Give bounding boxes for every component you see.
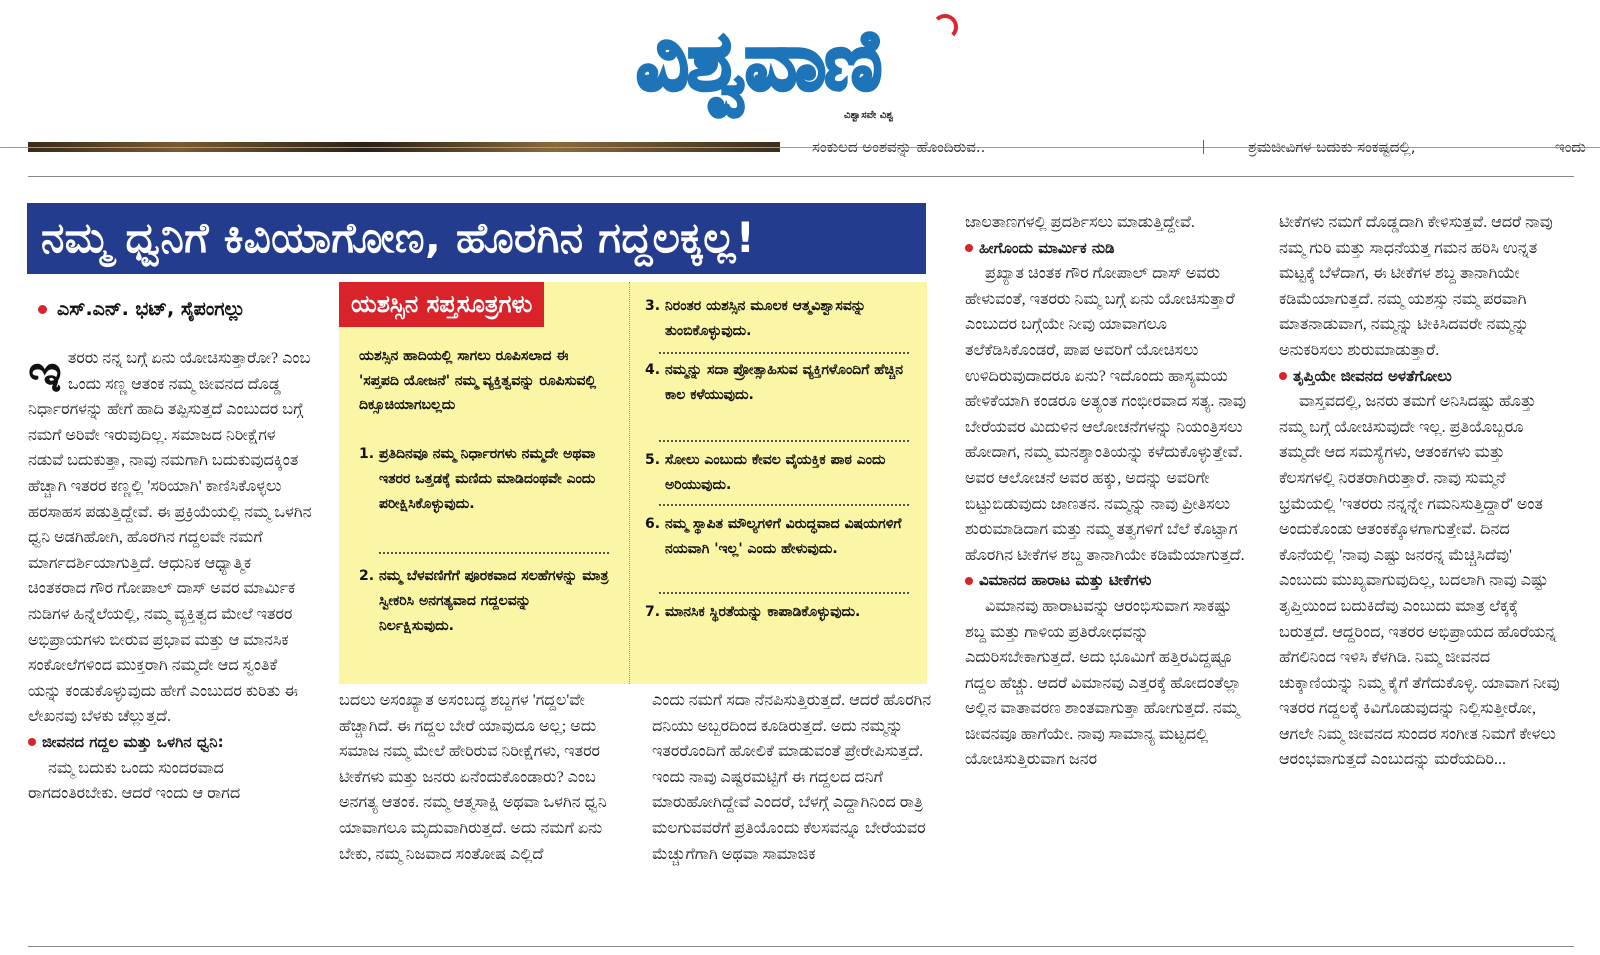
tip-item <box>645 600 905 625</box>
tip-item <box>645 358 905 408</box>
paragraph: ನಮ್ಮ ಬದುಕು ಒಂದು ಸುಂದರವಾದ ರಾಗದಂತಿರಬೇಕು. ಆದರೆ ಇಂದು ಆ ರಾಗದ <box>28 759 241 803</box>
paragraph: ಬದಲು ಅಸಂಖ್ಯಾತ ಅಸಂಬದ್ಧ ಶಬ್ದಗಳ 'ಗದ್ದಲ'ವೇ ಹೆಚ್ಚಾಗಿದೆ. ಈ ಗದ್ದಲ ಬೇರೆ ಯಾವುದೂ ಅಲ್ಲ; ಅದು ಸಮಾಜ ನಮ್ಮ ಮೇಲೆ ಹೇರಿರುವ ನಿರೀಕ್ಷೆಗಳು, ಇತರರ ಟೀಕೆಗಳು ಮತ್ತು ಜನರು ಏನೆಂದುಕೊಂಡಾರು? ಎಂಬ ಅನಗತ್ಯ ಆತಂಕ. ನಮ್ಮ ಆತ್ಮಸಾಕ್ಷಿ ಅಥವಾ ಒಳಗಿನ ಧ್ವನಿ ಯಾವಾಗಲೂ ಮೃದುವಾಗಿರುತ್ತದೆ. ಅದು ನಮಗೆ ಏನು ಬೇಕು, ನಮ್ಮ ನಿಜವಾದ ಸಂತೋಷ ಎಲ್ಲಿದೆ <box>339 692 607 863</box>
tip-item <box>645 294 905 344</box>
article-column-1 <box>28 346 312 807</box>
tip-text: ಮಾನಸಿಕ ಸ್ಥಿರತೆಯನ್ನು ಕಾಪಾಡಿಕೊಳ್ಳುವುದು. <box>665 604 861 620</box>
byline <box>38 298 245 320</box>
paragraph: ಎಂದು ನಮಗೆ ಸದಾ ನೆನಪಿಸುತ್ತಿರುತ್ತದೆ. ಆದರೆ ಹೊರಗಿನ ದನಿಯು ಅಬ್ಬರದಿಂದ ಕೂಡಿರುತ್ತದೆ. ಅದು ನಮ್ಮನ್ನು ಇತರರೊಂದಿಗೆ ಹೋಲಿಕೆ ಮಾಡುವಂತೆ ಪ್ರೇರೇಪಿಸುತ್ತದೆ. ಇಂದು ನಾವು ಎಷ್ಟರಮಟ್ಟಿಗೆ ಈ ಗದ್ದಲದ ದನಿಗೆ ಮಾರುಹೋಗಿದ್ದೇವೆ ಎಂದರೆ, ಬೆಳಗ್ಗೆ ಎದ್ದಾಗಿನಿಂದ ರಾತ್ರಿ ಮಲಗುವವರೆಗೆ ಪ್ರತಿಯೊಂದು ಕೆಲಸವನ್ನೂ ಬೇರೆಯವರ ಮೆಚ್ಚುಗೆಗಾಗಿ ಅಥವಾ ಸಾಮಾಜಿಕ <box>652 692 932 863</box>
subheading <box>965 236 1249 262</box>
tip-item <box>645 512 905 562</box>
subheading-text: ಹೀಗೊಂದು ಮಾರ್ಮಿಕ ನುಡಿ <box>979 238 1115 257</box>
bullet-icon <box>965 577 973 585</box>
top-rule <box>28 176 1574 177</box>
paragraph: ಟೀಕೆಗಳು ನಮಗೆ ದೊಡ್ಡದಾಗಿ ಕೇಳಿಸುತ್ತವೆ. ಆದರೆ ನಾವು ನಮ್ಮ ಗುರಿ ಮತ್ತು ಸಾಧನೆಯತ್ತ ಗಮನ ಹರಿಸಿ ಉನ್ನತ ಮಟ್ಟಕ್ಕೆ ಬೆಳೆದಾಗ, ಈ ಟೀಕೆಗಳ ಶಬ್ದ ತಾನಾಗಿಯೇ ಕಡಿಮೆಯಾಗುತ್ತದೆ. ನಮ್ಮ ಯಶಸ್ಸು ನಮ್ಮ ಪರವಾಗಿ ಮಾತನಾಡುವಾಗ, ನಮ್ಮನ್ನು ಟೀಕಿಸಿದವರೇ ನಮ್ಮನ್ನು ಅನುಕರಿಸಲು ಶುರುಮಾಡುತ್ತಾರೆ. <box>1279 214 1553 359</box>
box-title: ಯಶಸ್ಸಿನ ಸಪ್ತಸೂತ್ರಗಳು <box>339 282 544 327</box>
paragraph-text: ತರರು ನನ್ನ ಬಗ್ಗೆ ಏನು ಯೋಚಿಸುತ್ತಾರೋ? ಎಂಬ ಒಂದು ಸಣ್ಣ ಆತಂಕ ನಮ್ಮ ಜೀವನದ ದೊಡ್ಡ ನಿರ್ಧಾರಗಳನ್ನು ಹೇಗೆ ಹಾದಿ ತಪ್ಪಿಸುತ್ತದೆ ಎಂಬುದರ ಬಗ್ಗೆ ನಮಗೆ ಅರಿವೇ ಇರುವುದಿಲ್ಲ. ಸಮಾಜದ ನಿರೀಕ್ಷೆಗಳ ನಡುವೆ ಬದುಕುತ್ತಾ, ನಾವು ನಮಗಾಗಿ ಬದುಕುವುದಕ್ಕಿಂತ ಹೆಚ್ಚಾಗಿ ಇತರರ ಕಣ್ಣಲ್ಲಿ 'ಸರಿಯಾಗಿ' ಕಾಣಿಸಿಕೊಳ್ಳಲು ಹರಸಾಹಸ ಪಡುತ್ತಿದ್ದೇವೆ. ಈ ಪ್ರಕ್ರಿಯೆಯಲ್ಲಿ ನಮ್ಮ ಒಳಗಿನ ಧ್ವನಿ ಅಡಗಿಹೋಗಿ, ಹೊರಗಿನ ಗದ್ದಲವೇ ನಮಗೆ ಮಾರ್ಗದರ್ಶಿಯಾಗುತ್ತಿದೆ. ಆಧುನಿಕ ಆಧ್ಯಾತ್ಮಿಕ ಚಿಂತಕರಾದ ಗೌರ ಗೋಪಾಲ್ ದಾಸ್ ಅವರ ಮಾರ್ಮಿಕ ನುಡಿಗಳ ಹಿನ್ನೆಲೆಯಲ್ಲಿ, ನಮ್ಮ ವ್ಯಕ್ತಿತ್ವದ ಮೇಲೆ ಇತರರ ಅಭಿಪ್ರಾಯಗಳು ಬೀರುವ ಪ್ರಭಾವ ಮತ್ತು ಆ ಮಾನಸಿಕ ಸಂಕೋಲೆಗಳಿಂದ ಮುಕ್ತರಾಗಿ ನಮ್ಮದೇ ಆದ ಸ್ವಂತಿಕೆ ಯನ್ನು ಕಂಡುಕೊಳ್ಳುವುದು ಹೇಗೆ ಎಂಬುದರ ಕುರಿತು ಈ ಲೇಖನವು ಬೆಳಕು ಚೆಲ್ಲುತ್ತದೆ. <box>28 350 312 726</box>
tip-text: ನಿರಂತರ ಯಶಸ್ಸಿನ ಮೂಲಕ ಆತ್ಮವಿಶ್ವಾಸವನ್ನು ತುಂಬಿಕೊಳ್ಳುವುದು. <box>665 298 866 339</box>
tip-number: 5. <box>645 452 661 468</box>
box-column-divider <box>629 282 630 684</box>
strip-text-right: ಇಂದು <box>1555 138 1586 156</box>
tip-text: ಸೋಲು ಎಂಬುದು ಕೇವಲ ವೈಯಕ್ತಿಕ ಪಾಠ ಎಂದು ಅರಿಯುವುದು. <box>665 452 886 493</box>
article-column-3 <box>652 688 938 867</box>
tip-number: 2. <box>359 568 375 584</box>
author-name: ಎಸ್.ಎನ್. ಭಟ್, ಸೈಪಂಗಲ್ಲು <box>57 298 246 320</box>
paragraph: ವಿಮಾನವು ಹಾರಾಟವನ್ನು ಆರಂಭಿಸುವಾಗ ಸಾಕಷ್ಟು ಶಬ್ದ ಮತ್ತು ಗಾಳಿಯ ಪ್ರತಿರೋಧವನ್ನು ಎದುರಿಸಬೇಕಾಗುತ್ತದೆ. ಅದು ಭೂಮಿಗೆ ಹತ್ತಿರವಿದ್ದಷ್ಟೂ ಗದ್ದಲ ಹೆಚ್ಚು. ಆದರೆ ವಿಮಾನವು ಎತ್ತರಕ್ಕೆ ಹೋದಂತೆಲ್ಲಾ ಅಲ್ಲಿನ ವಾತಾವರಣ ಶಾಂತವಾಗುತ್ತಾ ಹೋಗುತ್ತದೆ. ನಮ್ಮ ಜೀವನವೂ ಹಾಗೆಯೇ. ನಾವು ಸಾಮಾನ್ಯ ಮಟ್ಟದಲ್ಲಿ ಯೋಚಿಸುತ್ತಿರುವಾಗ ಜನರ <box>965 597 1242 769</box>
tip-item <box>359 564 609 639</box>
bullet-icon <box>28 738 36 746</box>
dotted-divider <box>659 352 909 354</box>
subheading-text: ಜೀವನದ ಗದ್ದಲ ಮತ್ತು ಒಳಗಿನ ಧ್ವನಿ: <box>42 732 224 751</box>
tip-number: 3. <box>645 298 661 314</box>
tip-text: ನಮ್ಮ ಬೆಳವಣಿಗೆಗೆ ಪೂರಕವಾದ ಸಲಹೆಗಳನ್ನು ಮಾತ್ರ ಸ್ವೀಕರಿಸಿ ಅನಗತ್ಯವಾದ ಗದ್ದಲವನ್ನು ನಿರ್ಲಕ್ಷಿಸುವುದು. <box>379 568 609 634</box>
strip-text-mid: ಶ್ರಮಜೀವಿಗಳ ಬದುಕು ಸಂಕಷ್ಟದಲ್ಲಿ, <box>1248 138 1416 156</box>
tip-text: ನಮ್ಮನ್ನು ಸದಾ ಪ್ರೋತ್ಸಾಹಿಸುವ ವ್ಯಕ್ತಿಗಳೊಂದಿಗೆ ಹೆಚ್ಚಿನ ಕಾಲ ಕಳೆಯುವುದು. <box>665 362 904 403</box>
paragraph: ವಾಸ್ತವದಲ್ಲಿ, ಜನರು ತಮಗೆ ಅನಿಸಿದಷ್ಟು ಹೊತ್ತು ನಮ್ಮ ಬಗ್ಗೆ ಯೋಚಿಸುವುದೇ ಇಲ್ಲ. ಪ್ರತಿಯೊಬ್ಬರೂ ತಮ್ಮದೇ ಆದ ಸಮಸ್ಯೆಗಳು, ಆತಂಕಗಳು ಮತ್ತು ಕೆಲಸಗಳಲ್ಲಿ ನಿರತರಾಗಿರುತ್ತಾರೆ. ನಾವು ಸುಮ್ಮನೆ ಭ್ರಮೆಯಲ್ಲಿ 'ಇತರರು ನನ್ನನ್ನೇ ಗಮನಿಸುತ್ತಿದ್ದಾರೆ' ಅಂತ ಅಂದುಕೊಂಡು ಆತಂಕಕ್ಕೊಳಗಾಗುತ್ತೇವೆ. ದಿನದ ಕೊನೆಯಲ್ಲಿ 'ನಾವು ಎಷ್ಟು ಜನರನ್ನ ಮೆಚ್ಚಿಸಿದೆವು' ಎಂಬುದು ಮುಖ್ಯವಾಗುವುದಿಲ್ಲ, ಬದಲಾಗಿ ನಾವು ಎಷ್ಟು ತೃಪ್ತಿಯಿಂದ ಬದುಕಿದೆವು ಎಂಬುದು ಮಾತ್ರ ಲೆಕ್ಕಕ್ಕೆ ಬರುತ್ತದೆ. ಆದ್ದರಿಂದ, ಇತರರ ಅಭಿಪ್ರಾಯದ ಹೊರೆಯನ್ನ ಹೆಗಲಿನಿಂದ ಇಳಿಸಿ ಕೆಳಗಿಡಿ. ನಿಮ್ಮ ಜೀವನದ ಚುಕ್ಕಾಣಿಯನ್ನು ನಿಮ್ಮ ಕೈಗೆ ತೆಗೆದುಕೊಳ್ಳಿ. ಯಾವಾಗ ನೀವು ಇತರರ ಗದ್ದಲಕ್ಕೆ ಕಿವಿಗೊಡುವುದನ್ನು ನಿಲ್ಲಿಸುತ್ತೀರೋ, ಆಗಲೇ ನಿಮ್ಮ ಜೀವನದ ಸುಂದರ ಸಂಗೀತ ನಿಮಗೆ ಕೇಳಲು ಆರಂಭವಾಗುತ್ತದೆ ಎಂಬುದನ್ನು ಮರೆಯದಿರಿ... <box>1279 393 1560 769</box>
article-column-4 <box>965 210 1249 773</box>
vishwavani-logo <box>636 6 966 134</box>
intro-paragraph <box>28 346 312 730</box>
subheading-text: ತೃಪ್ತಿಯೇ ಜೀವನದ ಅಳತೆಗೋಲು <box>1293 366 1452 385</box>
article-column-2 <box>339 688 625 867</box>
strip-separator <box>1203 140 1204 154</box>
subheading-text: ವಿಮಾನದ ಹಾರಾಟ ಮತ್ತು ಟೀಕೆಗಳು <box>979 571 1152 590</box>
subheading <box>28 730 312 756</box>
tip-number: 1. <box>359 446 375 462</box>
dotted-divider <box>659 592 909 594</box>
tip-text: ನಮ್ಮ ಸ್ಥಾಪಿತ ಮೌಲ್ಯಗಳಿಗೆ ವಿರುದ್ಧವಾದ ವಿಷಯಗಳಿಗೆ ನಯವಾಗಿ 'ಇಲ್ಲ' ಎಂದು ಹೇಳುವುದು. <box>665 516 902 557</box>
logo-text: ವಿಶ್ವವಾಣಿ <box>636 14 881 109</box>
tip-text: ಪ್ರತಿದಿನವೂ ನಮ್ಮ ನಿರ್ಧಾರಗಳು ನಮ್ಮದೇ ಅಥವಾ ಇತರರ ಒತ್ತಡಕ್ಕೆ ಮಣಿದು ಮಾಡಿದಂಥವೇ ಎಂದು ಪರೀಕ್ಷಿಸಿಕೊಳ್ಳುವುದು. <box>379 446 596 512</box>
logo-tagline: ವಿಶ್ವಾಸವೇ ವಿಶ್ವ <box>844 110 894 121</box>
tip-item <box>645 448 905 498</box>
tip-number: 6. <box>645 516 661 532</box>
logo-swoosh-icon <box>932 14 958 40</box>
bullet-icon <box>965 244 973 252</box>
strip-text-left: ಸಂಕುಲದ ಅಂಶವನ್ನು ಹೊಂದಿರುವ.. <box>812 138 986 156</box>
headline-banner <box>27 203 926 274</box>
dotted-divider <box>659 440 909 442</box>
tip-number: 4. <box>645 362 661 378</box>
dotted-divider <box>659 504 909 506</box>
article-column-5 <box>1279 210 1563 773</box>
success-tips-box <box>339 282 927 684</box>
article-headline: ನಮ್ಮ ಧ್ವನಿಗೆ ಕಿವಿಯಾಗೋಣ, ಹೊರಗಿನ ಗದ್ದಲಕ್ಕಲ್ಲ! <box>41 213 756 262</box>
bottom-rule <box>28 946 1574 947</box>
bullet-icon <box>38 305 47 314</box>
drop-cap: ಇ <box>28 344 62 404</box>
bullet-icon <box>1279 372 1287 380</box>
dotted-divider <box>379 552 609 554</box>
paragraph: ಪ್ರಖ್ಯಾತ ಚಿಂತಕ ಗೌರ ಗೋಪಾಲ್ ದಾಸ್ ಅವರು ಹೇಳುವಂತೆ, ಇತರರು ನಿಮ್ಮ ಬಗ್ಗೆ ಏನು ಯೋಚಿಸುತ್ತಾರೆ ಎಂಬುದರ ಬಗ್ಗೆಯೇ ನೀವು ಯಾವಾಗಲೂ ತಲೆಕೆಡಿಸಿಕೊಂಡರೆ, ಪಾಪ ಅವರಿಗೆ ಯೋಚಿಸಲು ಉಳಿದಿರುವುದಾದರೂ ಏನು? ಇದೊಂದು ಹಾಸ್ಯಮಯ ಹೇಳಿಕೆಯಾಗಿ ಕಂಡರೂ ಅತ್ಯಂತ ಗಂಭೀರವಾದ ಸತ್ಯ. ನಾವು ಬೇರೆಯವರ ಮಿದುಳಿನ ಆಲೋಚನೆಗಳನ್ನು ನಿಯಂತ್ರಿಸಲು ಹೋದಾಗ, ನಮ್ಮ ಮನಶ್ಶಾಂತಿಯನ್ನು ಕಳೆದುಕೊಳ್ಳುತ್ತೇವೆ. ಅವರ ಆಲೋಚನೆ ಅವರ ಹಕ್ಕು, ಅದನ್ನು ಅವರಿಗೇ ಬಿಟ್ಟುಬಿಡುವುದು ಜಾಣತನ. ನಮ್ಮನ್ನು ನಾವು ಪ್ರೀತಿಸಲು ಶುರುಮಾಡಿದಾಗ ಮತ್ತು ನಮ್ಮ ತತ್ವಗಳಿಗೆ ಬೆಲೆ ಕೊಟ್ಟಾಗ ಹೊರಗಿನ ಟೀಕೆಗಳ ಶಬ್ದ ತಾನಾಗಿಯೇ ಕಡಿಮೆಯಾಗುತ್ತದೆ. <box>965 265 1246 564</box>
tip-item <box>359 442 609 517</box>
box-intro: ಯಶಸ್ಸಿನ ಹಾದಿಯಲ್ಲಿ ಸಾಗಲು ರೂಪಿಸಲಾದ ಈ 'ಸಪ್ತಪದಿ ಯೋಜನೆ' ನಮ್ಮ ವ್ಯಕ್ತಿತ್ವವನ್ನು ರೂಪಿಸುವಲ್ಲಿ ದಿಕ್ಸೂಚಿಯಾಗಬಲ್ಲದು <box>359 348 597 413</box>
paragraph: ಜಾಲತಾಣಗಳಲ್ಲಿ ಪ್ರದರ್ಶಿಸಲು ಮಾಡುತ್ತಿದ್ದೇವೆ. <box>965 214 1195 231</box>
tip-number: 7. <box>645 604 661 620</box>
subheading <box>1279 364 1563 390</box>
subheading <box>965 568 1249 594</box>
masthead <box>0 0 1600 148</box>
